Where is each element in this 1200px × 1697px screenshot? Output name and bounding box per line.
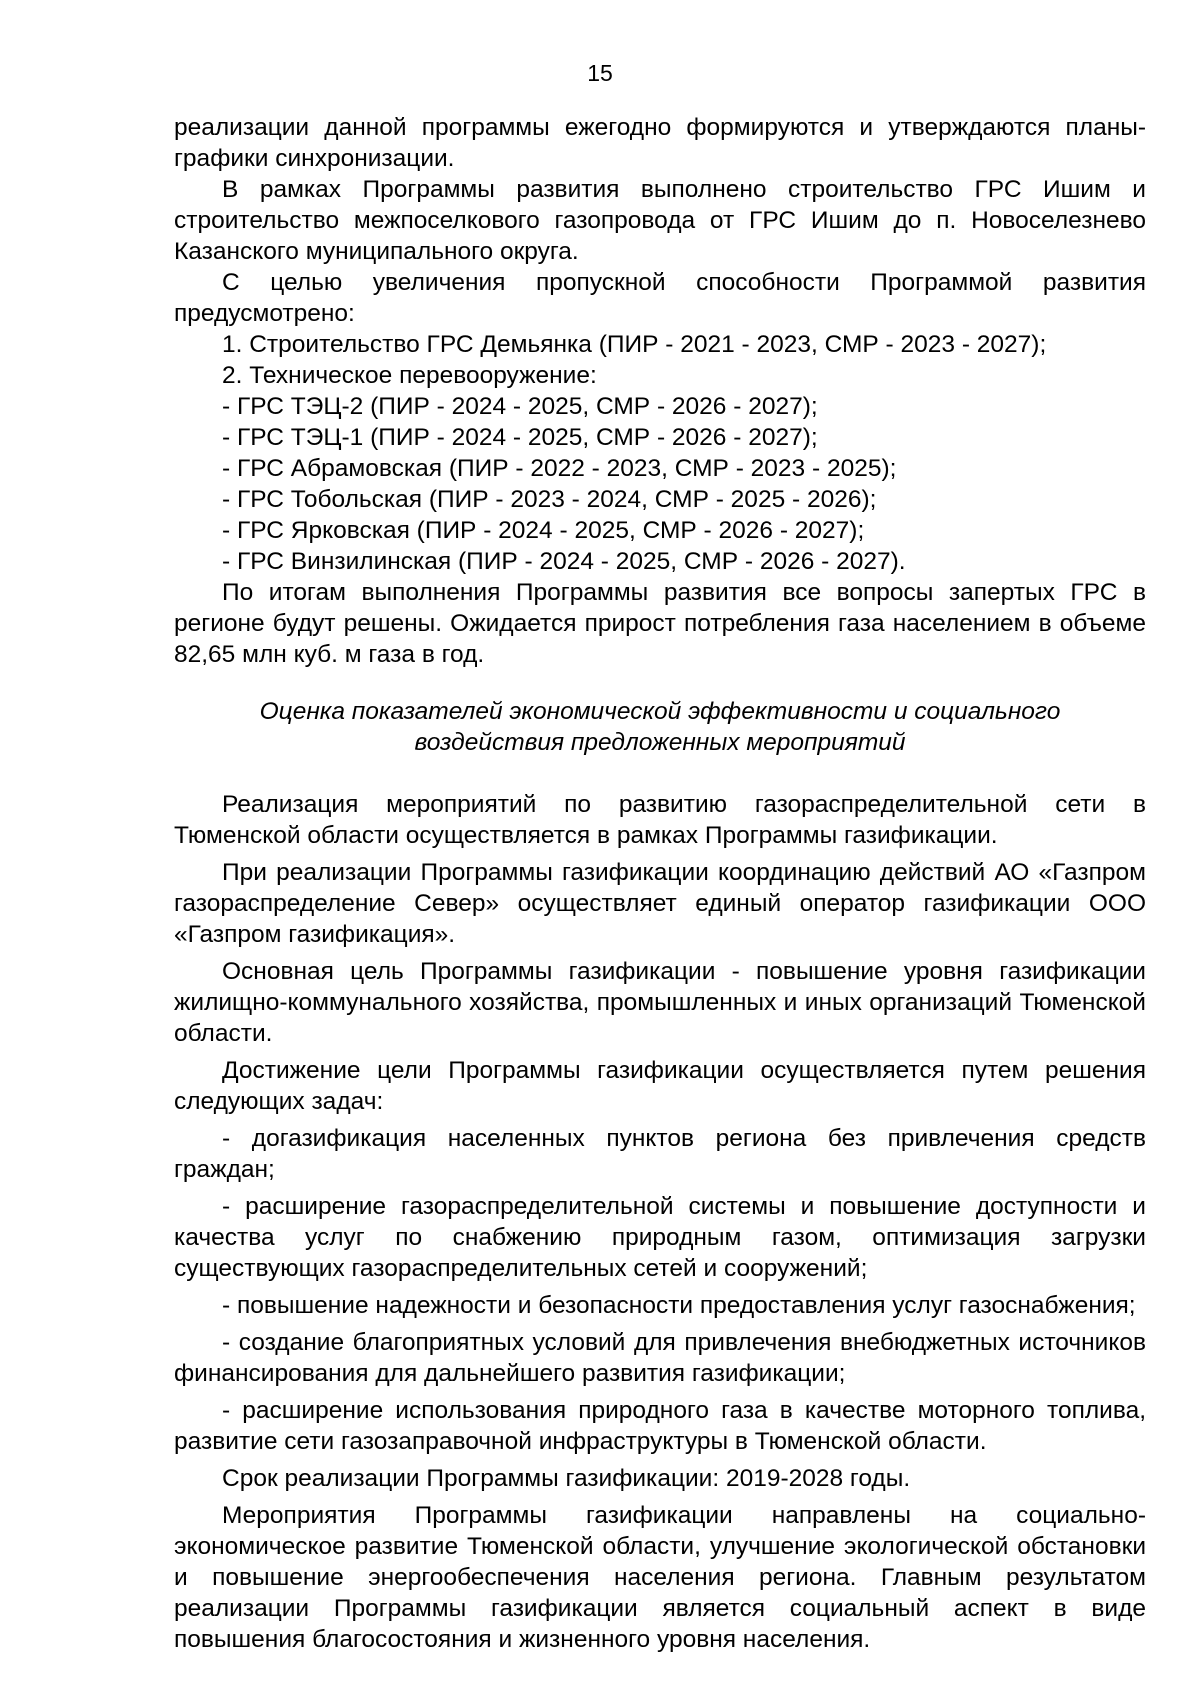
grs-list-item: 1. Строительство ГРС Демьянка (ПИР - 2021 - 2023, СМР - 2023 - 2027); — [222, 331, 1047, 358]
paragraph-coordination: При реализации Программы газификации координацию действий АО «Газпром газораспределение Север» осуществляет единый оператор газификации ООО «Газпром газификация». — [174, 859, 1146, 948]
task-item: - догазификация населенных пунктов региона без привлечения средств граждан; — [174, 1125, 1146, 1183]
page-number: 15 — [587, 60, 613, 86]
section-heading: Оценка показателей экономической эффективности и социального воздействия предложенных мероприятий — [259, 698, 1061, 756]
document-body — [174, 112, 1146, 1655]
grs-list — [174, 329, 1146, 577]
grs-list-item: - ГРС Абрамовская (ПИР - 2022 - 2023, СМР - 2023 - 2025); — [222, 455, 897, 482]
paragraph-main-goal: Основная цель Программы газификации - повышение уровня газификации жилищно-коммунального хозяйства, промышленных и иных организаций Тюменской области. — [174, 958, 1146, 1047]
grs-list-item: - ГРС ТЭЦ-2 (ПИР - 2024 - 2025, СМР - 2026 - 2027); — [222, 393, 818, 420]
paragraph-tasks-intro: Достижение цели Программы газификации осуществляется путем решения следующих задач: — [174, 1057, 1146, 1115]
grs-list-item: 2. Техническое перевооружение: — [222, 362, 597, 389]
task-item: - создание благоприятных условий для привлечения внебюджетных источников финансирования для дальнейшего развития газификации; — [174, 1329, 1146, 1387]
paragraph-capacity-intro: С целью увеличения пропускной способности Программой развития предусмотрено: — [174, 269, 1146, 327]
paragraph-program-term: Срок реализации Программы газификации: 2019-2028 годы. — [222, 1465, 911, 1492]
grs-list-item: - ГРС Винзилинская (ПИР - 2024 - 2025, СМР - 2026 - 2027). — [222, 548, 906, 575]
paragraph-continuation: реализации данной программы ежегодно формируются и утверждаются планы-графики синхронизации. — [174, 114, 1146, 172]
tasks-list — [174, 1123, 1146, 1457]
grs-list-item: - ГРС Ярковская (ПИР - 2024 - 2025, СМР - 2026 - 2027); — [222, 517, 865, 544]
task-item: - повышение надежности и безопасности предоставления услуг газоснабжения; — [222, 1292, 1136, 1319]
grs-list-item: - ГРС Тобольская (ПИР - 2023 - 2024, СМР - 2025 - 2026); — [222, 486, 877, 513]
paragraph-program-outcomes: Мероприятия Программы газификации направлены на социально-экономическое развитие Тюменской области, улучшение экологической обстановки и повышение энергообеспечения населения региона. Главным результатом реализации Программы газификации является социальный аспект в виде повышения благосостояния и жизненного уровня населения. — [174, 1502, 1146, 1653]
task-item: - расширение газораспределительной системы и повышение доступности и качества услуг по снабжению природным газом, оптимизация загрузки существующих газораспределительных сетей и сооружений; — [174, 1193, 1146, 1282]
task-item: - расширение использования природного газа в качестве моторного топлива, развитие сети газозаправочной инфраструктуры в Тюменской области. — [174, 1397, 1146, 1455]
grs-list-item: - ГРС ТЭЦ-1 (ПИР - 2024 - 2025, СМР - 2026 - 2027); — [222, 424, 818, 451]
paragraph-grs-ishim: В рамках Программы развития выполнено строительство ГРС Ишим и строительство межпоселкового газопровода от ГРС Ишим до п. Новоселезнево Казанского муниципального округа. — [174, 176, 1146, 265]
paragraph-gas-network: Реализация мероприятий по развитию газораспределительной сети в Тюменской области осуществляется в рамках Программы газификации. — [174, 791, 1146, 849]
paragraph-results: По итогам выполнения Программы развития все вопросы запертых ГРС в регионе будут решены. Ожидается прирост потребления газа населением в объеме 82,65 млн куб. м газа в год. — [174, 579, 1146, 668]
